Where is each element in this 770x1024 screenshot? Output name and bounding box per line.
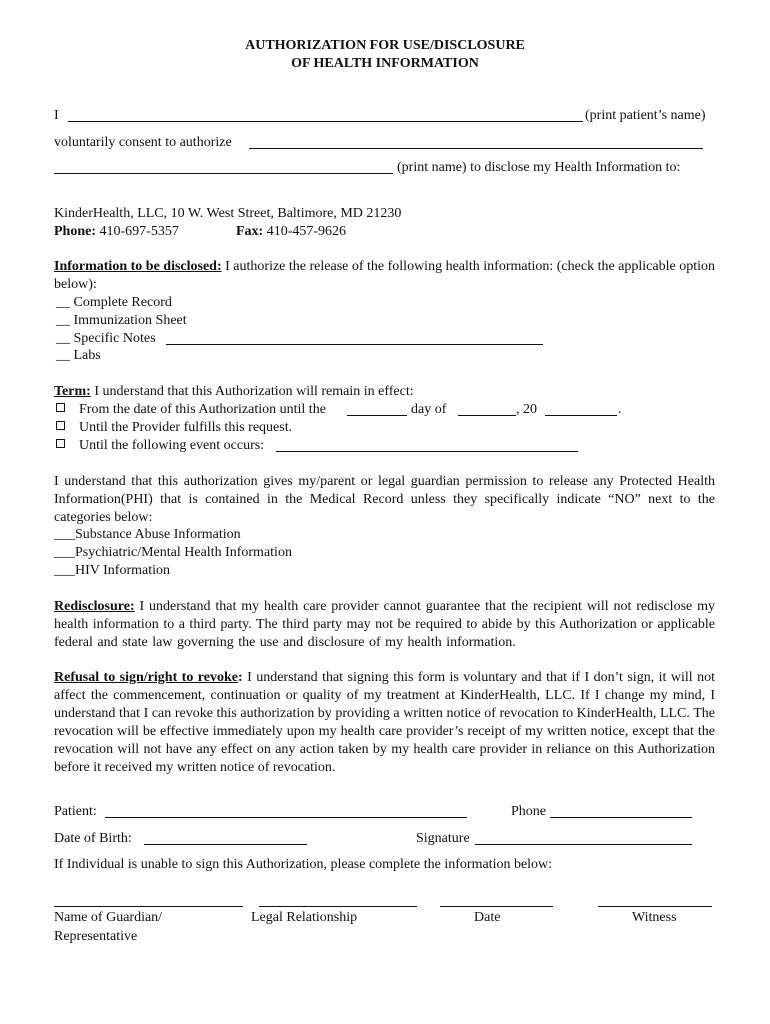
option-immunization-sheet[interactable]: __ Immunization Sheet [56,313,187,328]
unable-to-sign-text: If Individual is unable to sign this Authorization, please complete the information below: [54,857,553,872]
guardian-date-field[interactable] [440,906,553,907]
consent-i: I [54,108,59,123]
signature-field[interactable] [475,844,692,845]
witness-field[interactable] [598,906,712,907]
guardian-label-1: Name of Guardian/ [54,910,163,925]
patient-signature-name-field[interactable] [105,817,467,818]
fax-label: Fax: [236,224,264,239]
term-year-field[interactable] [545,415,617,416]
recipient-fax [236,223,346,241]
recipient-phone [54,223,179,241]
term-section [54,383,414,401]
term-option-event [56,437,264,455]
patient-name-field[interactable] [68,121,583,122]
term-heading: Term: [54,384,91,399]
checkbox-event[interactable] [56,439,65,448]
phone-label: Phone: [54,224,96,239]
relationship-label: Legal Relationship [251,910,358,925]
print-patient-label: (print patient’s name) [585,108,706,123]
patient-phone-field[interactable] [550,817,692,818]
term-intro: I understand that this Authorization will remain in effect: [94,384,414,399]
signature-label: Signature [416,831,470,846]
refusal-section [54,669,715,777]
option-complete-record[interactable]: __ Complete Record [56,295,172,310]
checkbox-date[interactable] [56,403,65,412]
info-disclosed-heading: Information to be disclosed: [54,259,222,274]
category-psychiatric[interactable]: ___Psychiatric/Mental Health Information [54,545,292,560]
info-disclosed-intro: I authorize the release of the following health information: (check the applicable option below): [54,259,715,292]
info-disclosed-section [54,258,715,294]
phone-value: 410-697-5357 [99,224,179,239]
dob-label: Date of Birth: [54,831,132,846]
redisclosure-text: I understand that my health care provider cannot guarantee that the recipient will not redisclose my health information to a third party. The third party may not be required to abide by this Authorization or applicable federal and state law governing the use and disclosure of my health information. [54,599,716,650]
term-day-of: day of [411,402,447,417]
refusal-heading: Refusal to sign/right to revoke [54,670,238,685]
term-event-field[interactable] [276,451,578,452]
option-specific-notes[interactable]: __ Specific Notes [56,331,156,346]
refusal-text: I understand that signing this form is voluntary and that if I don’t sign, it will not affect the commencement, continuation or quality of my treatment at KinderHealth, LLC. If I change my mind, I understand that I can revoke this authorization by providing a written notice of revocation to KinderHealth, LLC. The revocation will be effective immediately upon my health care provider’s receipt of my written notice, except that the revocation will not have any effect on any action taken by my health care provider in reliance on this Authorization before it received my written notice of revocation. [54,670,715,775]
term-year-prefix: , 20 [516,402,537,417]
term-option-fulfill [56,419,292,437]
guardian-name-field[interactable] [54,906,243,907]
recipient-address: KinderHealth, LLC, 10 W. West Street, Baltimore, MD 21230 [54,206,402,221]
date-label: Date [474,910,501,925]
discloser-name-field[interactable] [54,173,393,174]
specific-notes-field[interactable] [166,344,543,345]
print-name-disclose-label: (print name) to disclose my Health Information to: [397,160,681,175]
term-option-date-text: From the date of this Authorization until the [79,402,326,417]
voluntarily-consent-label: voluntarily consent to authorize [54,135,232,150]
category-hiv[interactable]: ___HIV Information [54,563,170,578]
term-period: . [618,402,622,417]
witness-label: Witness [632,910,677,925]
term-day-field[interactable] [347,415,407,416]
phi-paragraph: I understand that this authorization gives my/parent or legal guardian permission to release any Protected Health Information(PHI) that is contained in the Medical Record unless they specifically indicate “NO” next to the categories below: [54,474,715,525]
term-option-event-text: Until the following event occurs: [79,438,265,453]
form-title-line-1: AUTHORIZATION FOR USE/DISCLOSURE [245,38,525,53]
patient-label: Patient: [54,804,97,819]
guardian-label-2: Representative [54,929,138,944]
dob-field[interactable] [144,844,307,845]
category-substance-abuse[interactable]: ___Substance Abuse Information [54,527,241,542]
checkbox-fulfill[interactable] [56,421,65,430]
redisclosure-heading: Redisclosure: [54,599,135,614]
redisclosure-section [54,598,715,652]
legal-relationship-field[interactable] [259,906,417,907]
refusal-colon: : [237,670,243,685]
form-title-line-2: OF HEALTH INFORMATION [291,56,479,71]
term-option-fulfill-text: Until the Provider fulfills this request. [79,420,293,435]
term-month-field[interactable] [458,415,516,416]
term-option-date [56,401,326,419]
fax-value: 410-457-9626 [266,224,347,239]
authorize-party-field[interactable] [249,148,703,149]
option-labs[interactable]: __ Labs [56,348,101,363]
phone-field-label: Phone [511,804,546,819]
